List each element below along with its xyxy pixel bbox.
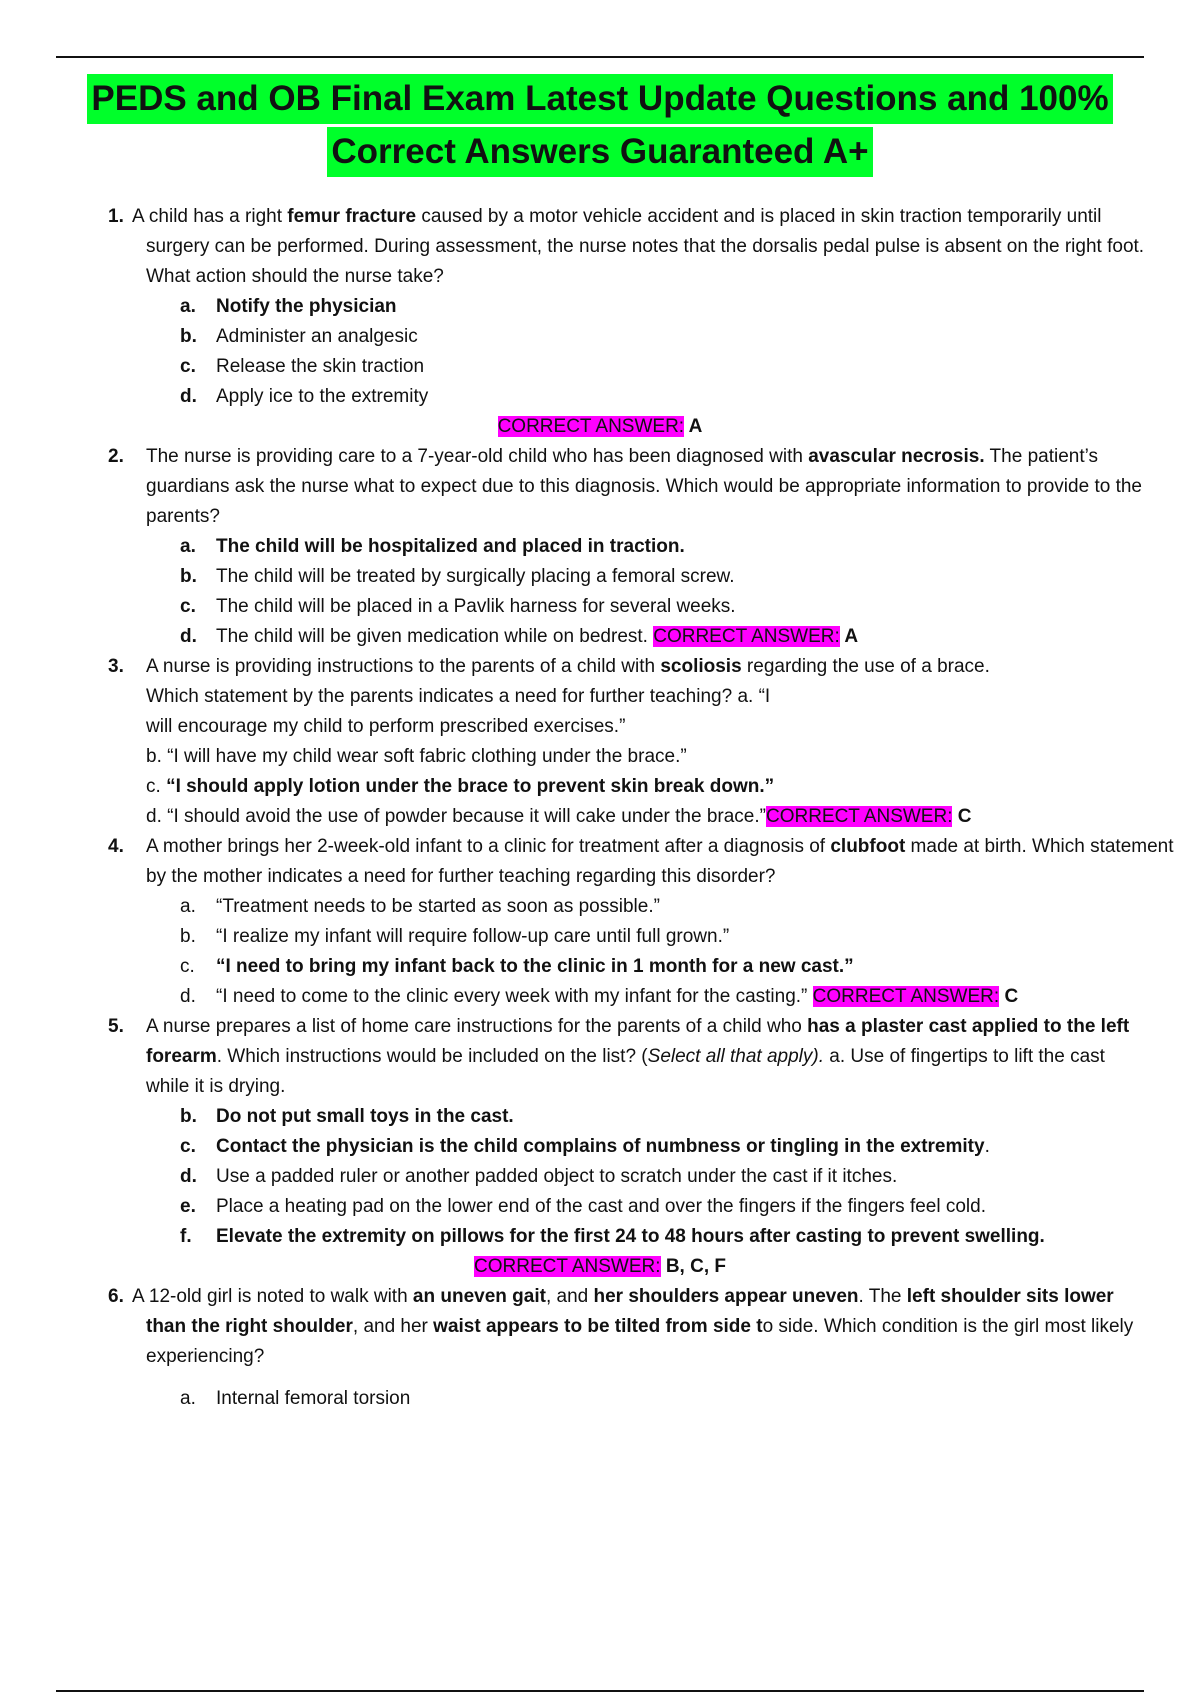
answer-label: CORRECT ANSWER: bbox=[497, 416, 685, 437]
answer-label: CORRECT ANSWER: bbox=[765, 806, 953, 827]
option[interactable]: d. “I need to come to the clinic every week with my infant for the casting.” CORRECT ANSWER: C bbox=[180, 986, 1019, 1007]
option[interactable]: c. Release the skin traction bbox=[180, 356, 425, 377]
option[interactable]: d. The child will be given medication while on bedrest. CORRECT ANSWER: A bbox=[180, 626, 859, 647]
option[interactable]: e. Place a heating pad on the lower end of the cast and over the fingers if the fingers feel cold. bbox=[180, 1196, 986, 1217]
q4-options bbox=[0, 892, 1200, 1012]
answer-value: C bbox=[957, 806, 972, 827]
option[interactable]: c. “I need to bring my infant back to the clinic in 1 month for a new cast.” bbox=[180, 956, 854, 977]
q5-answer bbox=[0, 1252, 1200, 1282]
option[interactable]: b. The child will be treated by surgically placing a femoral screw. bbox=[180, 566, 735, 587]
document-title bbox=[0, 74, 1200, 177]
question-number: 4. bbox=[108, 836, 124, 857]
answer-value: C bbox=[1004, 986, 1019, 1007]
option[interactable]: a. Notify the physician bbox=[180, 296, 397, 317]
question-4: 4. A mother brings her 2-week-old infant to a clinic for treatment after a diagnosis of clubfoot made at birth. Which statement by the mother indicates a need for further teaching regarding this disorder? bbox=[0, 832, 1200, 892]
top-rule bbox=[56, 56, 1144, 58]
answer-label: CORRECT ANSWER: bbox=[474, 1256, 661, 1277]
option[interactable]: b. “I realize my infant will require follow-up care until full grown.” bbox=[180, 926, 730, 947]
q6-options bbox=[0, 1384, 1200, 1414]
question-number: 5. bbox=[108, 1016, 124, 1037]
question-number: 1. bbox=[108, 206, 124, 227]
option[interactable]: f. Elevate the extremity on pillows for the first 24 to 48 hours after casting to prevent swelling. bbox=[180, 1226, 1045, 1247]
option[interactable]: d. “I should avoid the use of powder because it will cake under the brace.”CORRECT ANSWER: C bbox=[146, 806, 972, 827]
option[interactable]: a. The child will be hospitalized and placed in traction. bbox=[180, 536, 685, 557]
question-5: 5. A nurse prepares a list of home care instructions for the parents of a child who has a plaster cast applied to the left forearm. Which instructions would be included on the list? (Select all that apply). a. Use of fingertips to lift the cast while it is drying. bbox=[0, 1012, 1200, 1102]
option[interactable]: c. “I should apply lotion under the brace to prevent skin break down.” bbox=[146, 776, 775, 797]
q1-options bbox=[0, 292, 1200, 412]
question-3: 3. A nurse is providing instructions to the parents of a child with scoliosis regarding the use of a brace. Which statement by the parents indicates a need for further teaching? a. “I will encourage my child to perform prescribed exercises.” b. “I will have my child wear soft fabric clothing under the brace.” c. “I should apply lotion under the brace to prevent skin break down.” d. “I should avoid the use of powder because it will cake under the brace.”CORRECT ANSWER: C bbox=[0, 652, 1200, 832]
answer-label: CORRECT ANSWER: bbox=[653, 626, 840, 647]
option[interactable]: d. Use a padded ruler or another padded object to scratch under the cast if it itches. bbox=[180, 1166, 898, 1187]
option[interactable]: b. “I will have my child wear soft fabric clothing under the brace.” bbox=[146, 746, 687, 767]
option[interactable]: c. The child will be placed in a Pavlik harness for several weeks. bbox=[180, 596, 736, 617]
question-number: 2. bbox=[108, 446, 124, 467]
option[interactable]: d. Apply ice to the extremity bbox=[180, 386, 429, 407]
title-line-1: PEDS and OB Final Exam Latest Update Questions and 100% bbox=[87, 74, 1112, 124]
answer-value: B, C, F bbox=[665, 1256, 726, 1277]
option[interactable]: a. “Treatment needs to be started as soon as possible.” bbox=[180, 896, 660, 917]
q5-options bbox=[0, 1102, 1200, 1252]
question-number: 3. bbox=[108, 656, 124, 677]
answer-label: CORRECT ANSWER: bbox=[812, 986, 1000, 1007]
answer-value: A bbox=[688, 416, 703, 437]
option[interactable]: b. Administer an analgesic bbox=[180, 326, 418, 347]
answer-value: A bbox=[844, 626, 859, 647]
q1-answer bbox=[0, 412, 1200, 442]
option[interactable]: c. Contact the physician is the child complains of numbness or tingling in the extremity. bbox=[180, 1136, 990, 1157]
question-number: 6. bbox=[108, 1286, 124, 1307]
question-list bbox=[0, 202, 1200, 1414]
title-line-2: Correct Answers Guaranteed A+ bbox=[327, 127, 872, 177]
question-6: 6. A 12-old girl is noted to walk with an uneven gait, and her shoulders appear uneven. The left shoulder sits lower than the right shoulder, and her waist appears to be tilted from side to side. Which condition is the girl most likely experiencing? bbox=[0, 1282, 1200, 1372]
bottom-rule bbox=[56, 1690, 1144, 1692]
option[interactable]: a. Internal femoral torsion bbox=[180, 1388, 411, 1409]
option[interactable]: b. Do not put small toys in the cast. bbox=[180, 1106, 514, 1127]
question-1: 1. A child has a right femur fracture caused by a motor vehicle accident and is placed in skin traction temporarily until surgery can be performed. During assessment, the nurse notes that the dorsalis pedal pulse is absent on the right foot. What action should the nurse take? bbox=[0, 202, 1200, 292]
q2-options bbox=[0, 532, 1200, 652]
question-2: 2. The nurse is providing care to a 7-year-old child who has been diagnosed with avascular necrosis. The patient’s guardians ask the nurse what to expect due to this diagnosis. Which would be appropriate information to provide to the parents? bbox=[0, 442, 1200, 532]
